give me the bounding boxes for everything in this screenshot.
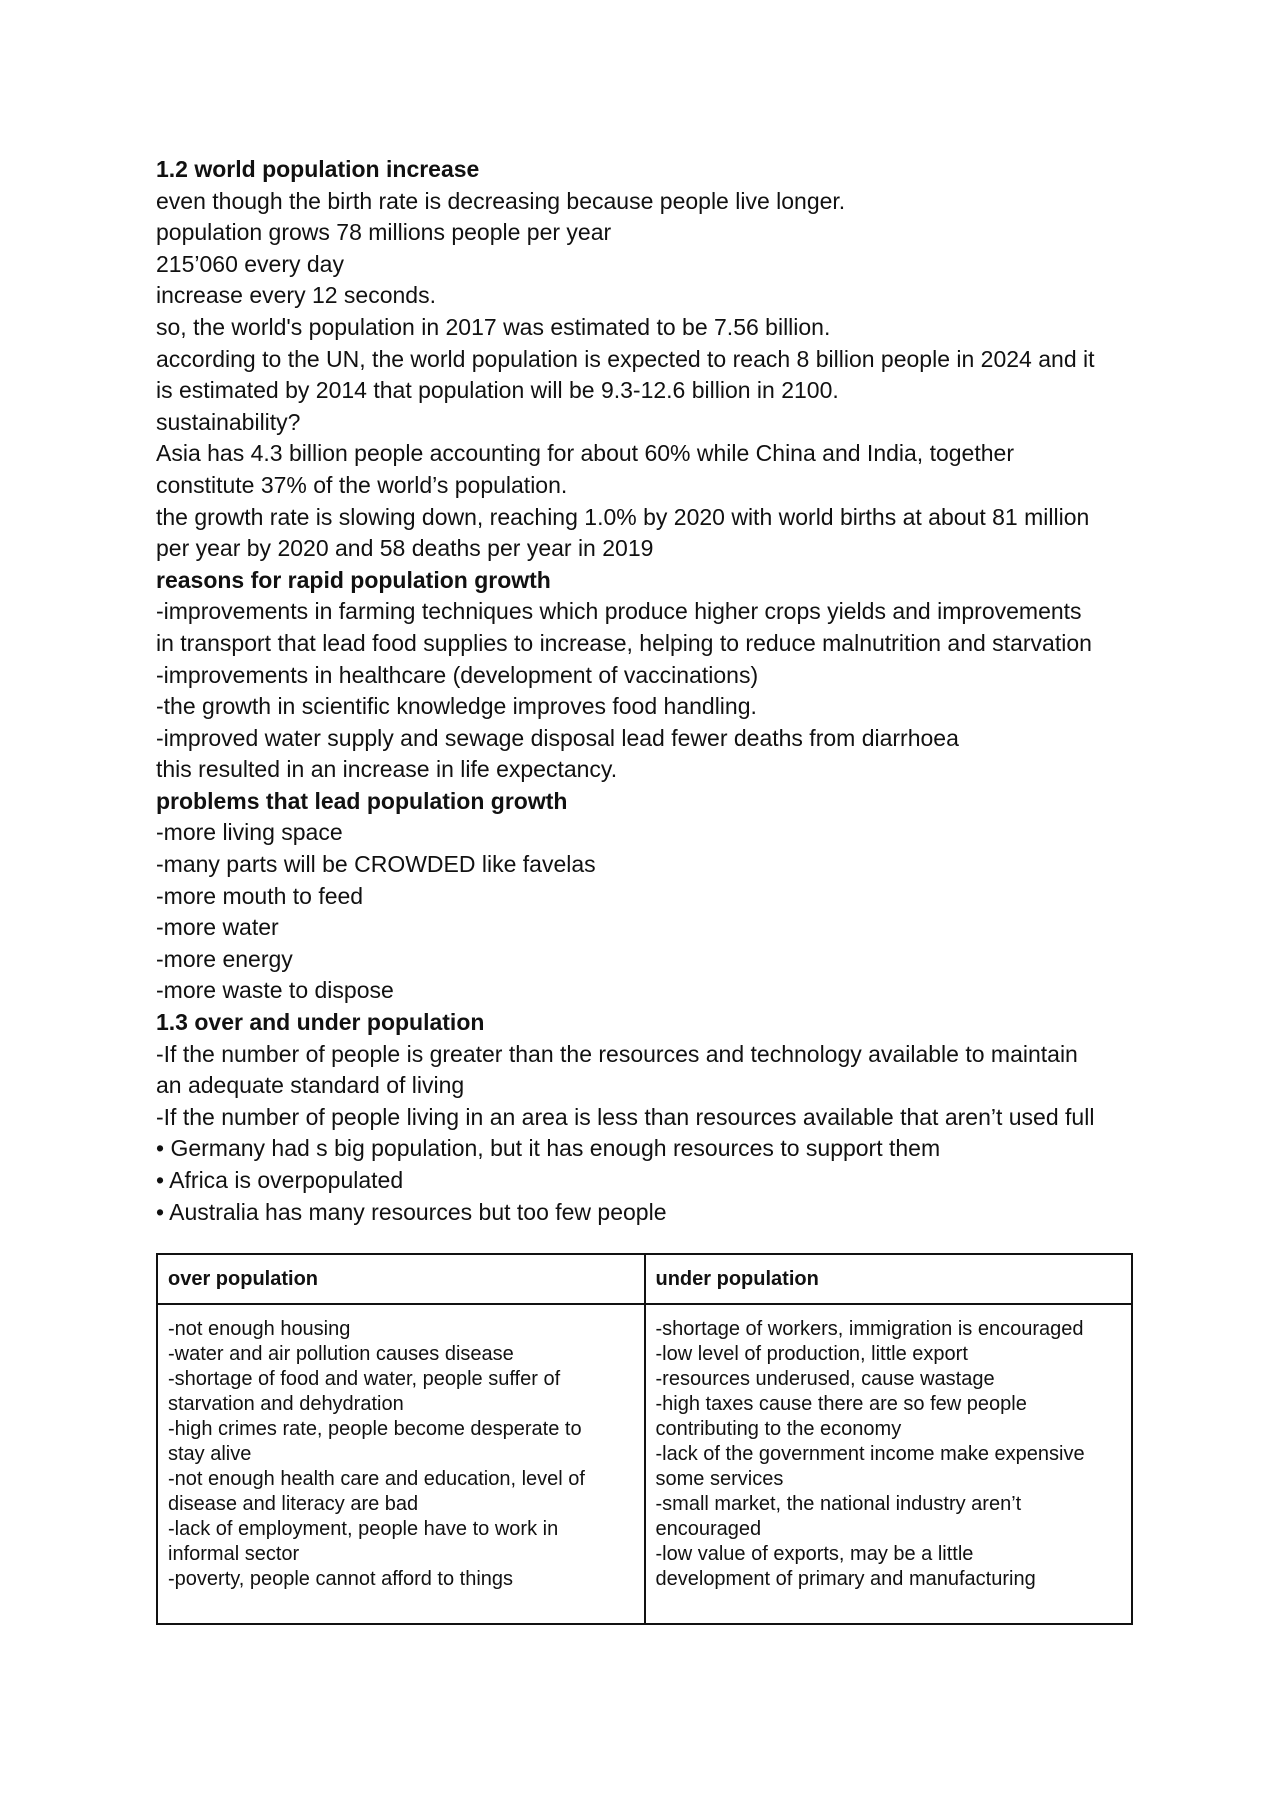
- cell-line: -shortage of food and water, people suffer of: [168, 1368, 561, 1390]
- text-line: -improvements in healthcare (development of vaccinations): [156, 661, 759, 688]
- text-line: -the growth in scientific knowledge improves food handling.: [156, 693, 757, 720]
- cell-line: -shortage of workers, immigration is encouraged: [655, 1318, 1084, 1340]
- text-line: -many parts will be CROWDED like favelas: [156, 851, 596, 878]
- table-row: [157, 1304, 1132, 1624]
- cell-line: contributing to the economy: [655, 1418, 902, 1440]
- text-line: -more energy: [156, 945, 293, 972]
- section-title-reasons: reasons for rapid population growth: [156, 566, 551, 593]
- document-body: [156, 154, 1136, 1228]
- cell-line: -low level of production, little export: [655, 1343, 968, 1365]
- text-line: -If the number of people is greater than the resources and technology available to maintain: [156, 1040, 1078, 1067]
- text-line: so, the world's population in 2017 was estimated to be 7.56 billion.: [156, 313, 831, 340]
- cell-line: -water and air pollution causes disease: [168, 1343, 514, 1365]
- cell-line: stay alive: [168, 1443, 252, 1465]
- under-population-cell: [645, 1304, 1133, 1624]
- cell-line: encouraged: [655, 1518, 762, 1540]
- text-line: the growth rate is slowing down, reaching 1.0% by 2020 with world births at about 81 million: [156, 503, 1090, 530]
- bullet-item: • Africa is overpopulated: [156, 1167, 404, 1193]
- text-line: per year by 2020 and 58 deaths per year in 2019: [156, 535, 654, 562]
- table-header-row: [157, 1254, 1132, 1304]
- cell-line: -lack of employment, people have to work in: [168, 1518, 559, 1540]
- cell-line: -high taxes cause there are so few people: [655, 1393, 1027, 1415]
- text-line: constitute 37% of the world’s population.: [156, 471, 568, 498]
- text-line: according to the UN, the world population is expected to reach 8 billion people in 2024 and it: [156, 345, 1095, 372]
- column-header-under: under population: [645, 1254, 1133, 1304]
- text-line: -improved water supply and sewage disposal lead fewer deaths from diarrhoea: [156, 724, 959, 751]
- section-title-over-under: 1.3 over and under population: [156, 1009, 485, 1036]
- cell-line: -low value of exports, may be a little: [655, 1543, 974, 1565]
- cell-line: -not enough health care and education, level of: [168, 1468, 585, 1490]
- text-line: even though the birth rate is decreasing because people live longer.: [156, 187, 846, 214]
- text-line: this resulted in an increase in life expectancy.: [156, 756, 618, 783]
- comparison-table: [156, 1253, 1133, 1625]
- section-title-problems: problems that lead population growth: [156, 787, 568, 814]
- cell-line: disease and literacy are bad: [168, 1493, 419, 1515]
- text-line: increase every 12 seconds.: [156, 282, 436, 309]
- text-line: 215’060 every day: [156, 250, 344, 277]
- text-line: -improvements in farming techniques which produce higher crops yields and improvements: [156, 598, 1082, 625]
- cell-line: some services: [655, 1468, 784, 1490]
- cell-line: -small market, the national industry aren’t: [655, 1493, 1022, 1515]
- cell-line: -resources underused, cause wastage: [655, 1368, 995, 1390]
- over-population-cell: [157, 1304, 645, 1624]
- text-line: Asia has 4.3 billion people accounting for about 60% while China and India, together: [156, 440, 1014, 467]
- cell-line: starvation and dehydration: [168, 1393, 404, 1415]
- text-line: is estimated by 2014 that population will be 9.3-12.6 billion in 2100.: [156, 377, 839, 404]
- cell-line: -lack of the government income make expensive: [655, 1443, 1085, 1465]
- cell-line: development of primary and manufacturing: [655, 1568, 1036, 1590]
- text-line: -more water: [156, 914, 279, 941]
- bullet-item: • Germany had s big population, but it has enough resources to support them: [156, 1135, 941, 1162]
- text-line: in transport that lead food supplies to increase, helping to reduce malnutrition and starvation: [156, 629, 1092, 656]
- text-line: -more mouth to feed: [156, 882, 364, 909]
- text-line: -more waste to dispose: [156, 977, 394, 1004]
- cell-line: informal sector: [168, 1543, 300, 1565]
- cell-line: -not enough housing: [168, 1318, 351, 1340]
- text-line: an adequate standard of living: [156, 1072, 465, 1099]
- section-title-world-population: 1.2 world population increase: [156, 156, 480, 182]
- column-header-over: over population: [157, 1254, 645, 1304]
- text-line: sustainability?: [156, 408, 301, 435]
- text-line: -more living space: [156, 819, 343, 846]
- text-line: -If the number of people living in an area is less than resources available that aren’t used full: [156, 1103, 1095, 1130]
- bullet-item: • Australia has many resources but too few people: [156, 1198, 667, 1225]
- text-line: population grows 78 millions people per year: [156, 219, 612, 246]
- cell-line: -high crimes rate, people become desperate to: [168, 1418, 582, 1440]
- cell-line: -poverty, people cannot afford to things: [168, 1568, 514, 1590]
